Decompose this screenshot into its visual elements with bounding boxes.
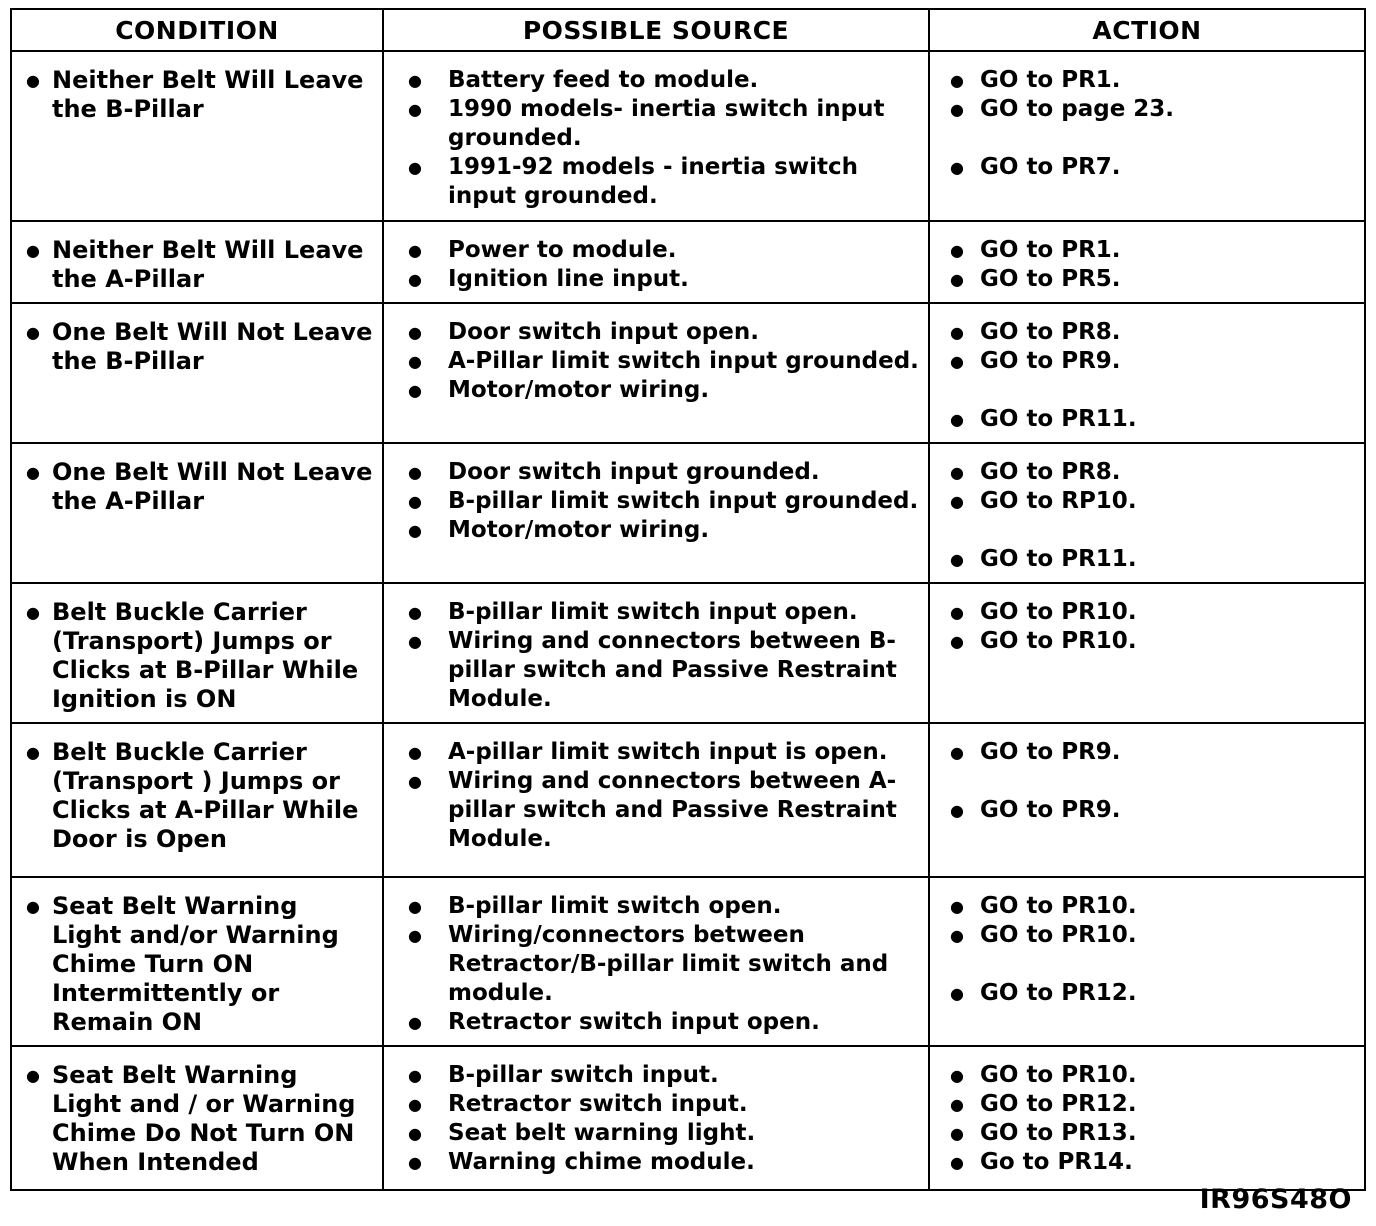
bullet-icon: ● <box>408 71 422 90</box>
condition-cell <box>11 303 383 443</box>
bullet-icon: ● <box>950 550 964 569</box>
source-item: Battery feed to module. <box>448 67 759 93</box>
condition-text: One Belt Will Not Leave the A-Pillar <box>52 458 373 515</box>
bullet-icon: ● <box>26 463 40 482</box>
bullet-icon: ● <box>408 241 422 260</box>
condition-cell <box>11 221 383 303</box>
header-possible-source: POSSIBLE SOURCE <box>383 9 929 51</box>
action-item: GO to PR13. <box>980 1120 1137 1146</box>
action-item: GO to PR10. <box>980 893 1137 919</box>
action-item: GO to PR10. <box>980 628 1137 654</box>
bullet-icon: ● <box>950 492 964 511</box>
source-item: 1991-92 models - inertia switch input grounded. <box>448 154 858 209</box>
bullet-icon: ● <box>26 71 40 90</box>
bullet-icon: ● <box>408 100 422 119</box>
condition-cell <box>11 877 383 1046</box>
action-item: GO to PR1. <box>980 237 1121 263</box>
source-item: A-Pillar limit switch input grounded. <box>448 348 919 374</box>
action-item: GO to PR10. <box>980 1062 1137 1088</box>
action-cell <box>929 583 1365 723</box>
condition-text: Seat Belt Warning Light and/or Warning Chime Turn ON Intermittently or Remain ON <box>52 892 339 1036</box>
table-row <box>11 583 1365 723</box>
bullet-icon: ● <box>950 1066 964 1085</box>
possible-source-cell <box>383 443 929 583</box>
source-item: B-pillar limit switch input grounded. <box>448 488 919 514</box>
action-item: GO to PR9. <box>980 739 1121 765</box>
bullet-icon: ● <box>408 772 422 791</box>
condition-text: Belt Buckle Carrier (Transport ) Jumps or Clicks at A-Pillar While Door is Open <box>52 738 359 853</box>
action-cell <box>929 723 1365 877</box>
bullet-icon: ● <box>950 1124 964 1143</box>
bullet-icon: ● <box>408 1066 422 1085</box>
source-item: Motor/motor wiring. <box>448 517 710 543</box>
action-cell <box>929 1046 1365 1190</box>
source-item: Ignition line input. <box>448 266 689 292</box>
condition-text: Seat Belt Warning Light and / or Warning Chime Do Not Turn ON When Intended <box>52 1061 356 1176</box>
table-row <box>11 723 1365 877</box>
bullet-icon: ● <box>950 801 964 820</box>
table-row <box>11 443 1365 583</box>
bullet-icon: ● <box>408 1124 422 1143</box>
source-item: Seat belt warning light. <box>448 1120 756 1146</box>
bullet-icon: ● <box>408 158 422 177</box>
bullet-icon: ● <box>950 410 964 429</box>
condition-text: One Belt Will Not Leave the B-Pillar <box>52 318 373 375</box>
source-item: Wiring and connectors between B-pillar switch and Passive Restraint Module. <box>448 628 897 712</box>
possible-source-cell <box>383 877 929 1046</box>
bullet-icon: ● <box>408 463 422 482</box>
source-item: B-pillar limit switch input open. <box>448 599 858 625</box>
bullet-icon: ● <box>950 926 964 945</box>
bullet-icon: ● <box>950 1095 964 1114</box>
source-item: Door switch input open. <box>448 319 759 345</box>
condition-cell <box>11 723 383 877</box>
bullet-icon: ● <box>408 521 422 540</box>
action-item: GO to PR9. <box>980 797 1121 823</box>
bullet-icon: ● <box>408 926 422 945</box>
bullet-icon: ● <box>408 352 422 371</box>
bullet-icon: ● <box>950 984 964 1003</box>
bullet-icon: ● <box>26 323 40 342</box>
action-cell <box>929 877 1365 1046</box>
bullet-icon: ● <box>26 1066 40 1085</box>
table-row <box>11 1046 1365 1190</box>
bullet-icon: ● <box>950 270 964 289</box>
condition-text: Neither Belt Will Leave the B-Pillar <box>52 66 364 123</box>
source-item: 1990 models- inertia switch input grounded. <box>448 96 885 151</box>
diagnosis-table <box>10 8 1366 1191</box>
source-item: Motor/motor wiring. <box>448 377 710 403</box>
action-cell <box>929 443 1365 583</box>
action-item: GO to PR10. <box>980 599 1137 625</box>
possible-source-cell <box>383 303 929 443</box>
table-row <box>11 303 1365 443</box>
possible-source-cell <box>383 583 929 723</box>
header-row <box>11 9 1365 51</box>
bullet-icon: ● <box>408 897 422 916</box>
bullet-icon: ● <box>408 1153 422 1172</box>
bullet-icon: ● <box>408 743 422 762</box>
source-item: Wiring and connectors between A-pillar switch and Passive Restraint Module. <box>448 768 897 852</box>
bullet-icon: ● <box>950 463 964 482</box>
source-item: Wiring/connectors between Retractor/B-pillar limit switch and module. <box>448 922 889 1006</box>
condition-cell <box>11 583 383 723</box>
source-item: Power to module. <box>448 237 677 263</box>
bullet-icon: ● <box>408 1095 422 1114</box>
bullet-icon: ● <box>950 632 964 651</box>
possible-source-cell <box>383 1046 929 1190</box>
source-item: A-pillar limit switch input is open. <box>448 739 888 765</box>
table-row <box>11 51 1365 221</box>
bullet-icon: ● <box>408 632 422 651</box>
bullet-icon: ● <box>950 71 964 90</box>
action-item: GO to PR7. <box>980 154 1121 180</box>
bullet-icon: ● <box>26 241 40 260</box>
action-item: GO to PR5. <box>980 266 1121 292</box>
table-row <box>11 877 1365 1046</box>
bullet-icon: ● <box>950 323 964 342</box>
bullet-icon: ● <box>408 381 422 400</box>
condition-cell <box>11 1046 383 1190</box>
condition-cell <box>11 443 383 583</box>
action-item: GO to PR12. <box>980 980 1137 1006</box>
bullet-icon: ● <box>408 603 422 622</box>
action-item: GO to PR11. <box>980 406 1137 432</box>
action-cell <box>929 303 1365 443</box>
action-item: GO to RP10. <box>980 488 1137 514</box>
source-item: Door switch input grounded. <box>448 459 820 485</box>
possible-source-cell <box>383 221 929 303</box>
action-item: GO to PR8. <box>980 319 1121 345</box>
figure-id: IR96S48O <box>1199 1184 1352 1215</box>
bullet-icon: ● <box>950 100 964 119</box>
possible-source-cell <box>383 723 929 877</box>
table-row <box>11 221 1365 303</box>
source-item: Warning chime module. <box>448 1149 755 1175</box>
action-item: GO to PR8. <box>980 459 1121 485</box>
action-item: GO to PR1. <box>980 67 1121 93</box>
condition-text: Neither Belt Will Leave the A-Pillar <box>52 236 364 293</box>
bullet-icon: ● <box>950 1153 964 1172</box>
bullet-icon: ● <box>950 158 964 177</box>
bullet-icon: ● <box>408 1013 422 1032</box>
possible-source-cell <box>383 51 929 221</box>
bullet-icon: ● <box>26 603 40 622</box>
source-item: Retractor switch input. <box>448 1091 748 1117</box>
condition-text: Belt Buckle Carrier (Transport) Jumps or Clicks at B-Pillar While Ignition is ON <box>52 598 359 713</box>
condition-cell <box>11 51 383 221</box>
action-item: GO to page 23. <box>980 96 1175 122</box>
header-action: ACTION <box>929 9 1365 51</box>
action-item: GO to PR12. <box>980 1091 1137 1117</box>
bullet-icon: ● <box>26 897 40 916</box>
bullet-icon: ● <box>408 323 422 342</box>
bullet-icon: ● <box>950 603 964 622</box>
action-item: GO to PR9. <box>980 348 1121 374</box>
bullet-icon: ● <box>408 270 422 289</box>
bullet-icon: ● <box>950 897 964 916</box>
action-item: GO to PR10. <box>980 922 1137 948</box>
bullet-icon: ● <box>408 492 422 511</box>
source-item: B-pillar switch input. <box>448 1062 719 1088</box>
bullet-icon: ● <box>950 241 964 260</box>
action-item: GO to PR11. <box>980 546 1137 572</box>
source-item: Retractor switch input open. <box>448 1009 820 1035</box>
source-item: B-pillar limit switch open. <box>448 893 782 919</box>
bullet-icon: ● <box>26 743 40 762</box>
table-body <box>11 51 1365 1190</box>
action-cell <box>929 221 1365 303</box>
action-item: Go to PR14. <box>980 1149 1133 1175</box>
action-cell <box>929 51 1365 221</box>
header-condition: CONDITION <box>11 9 383 51</box>
bullet-icon: ● <box>950 743 964 762</box>
bullet-icon: ● <box>950 352 964 371</box>
